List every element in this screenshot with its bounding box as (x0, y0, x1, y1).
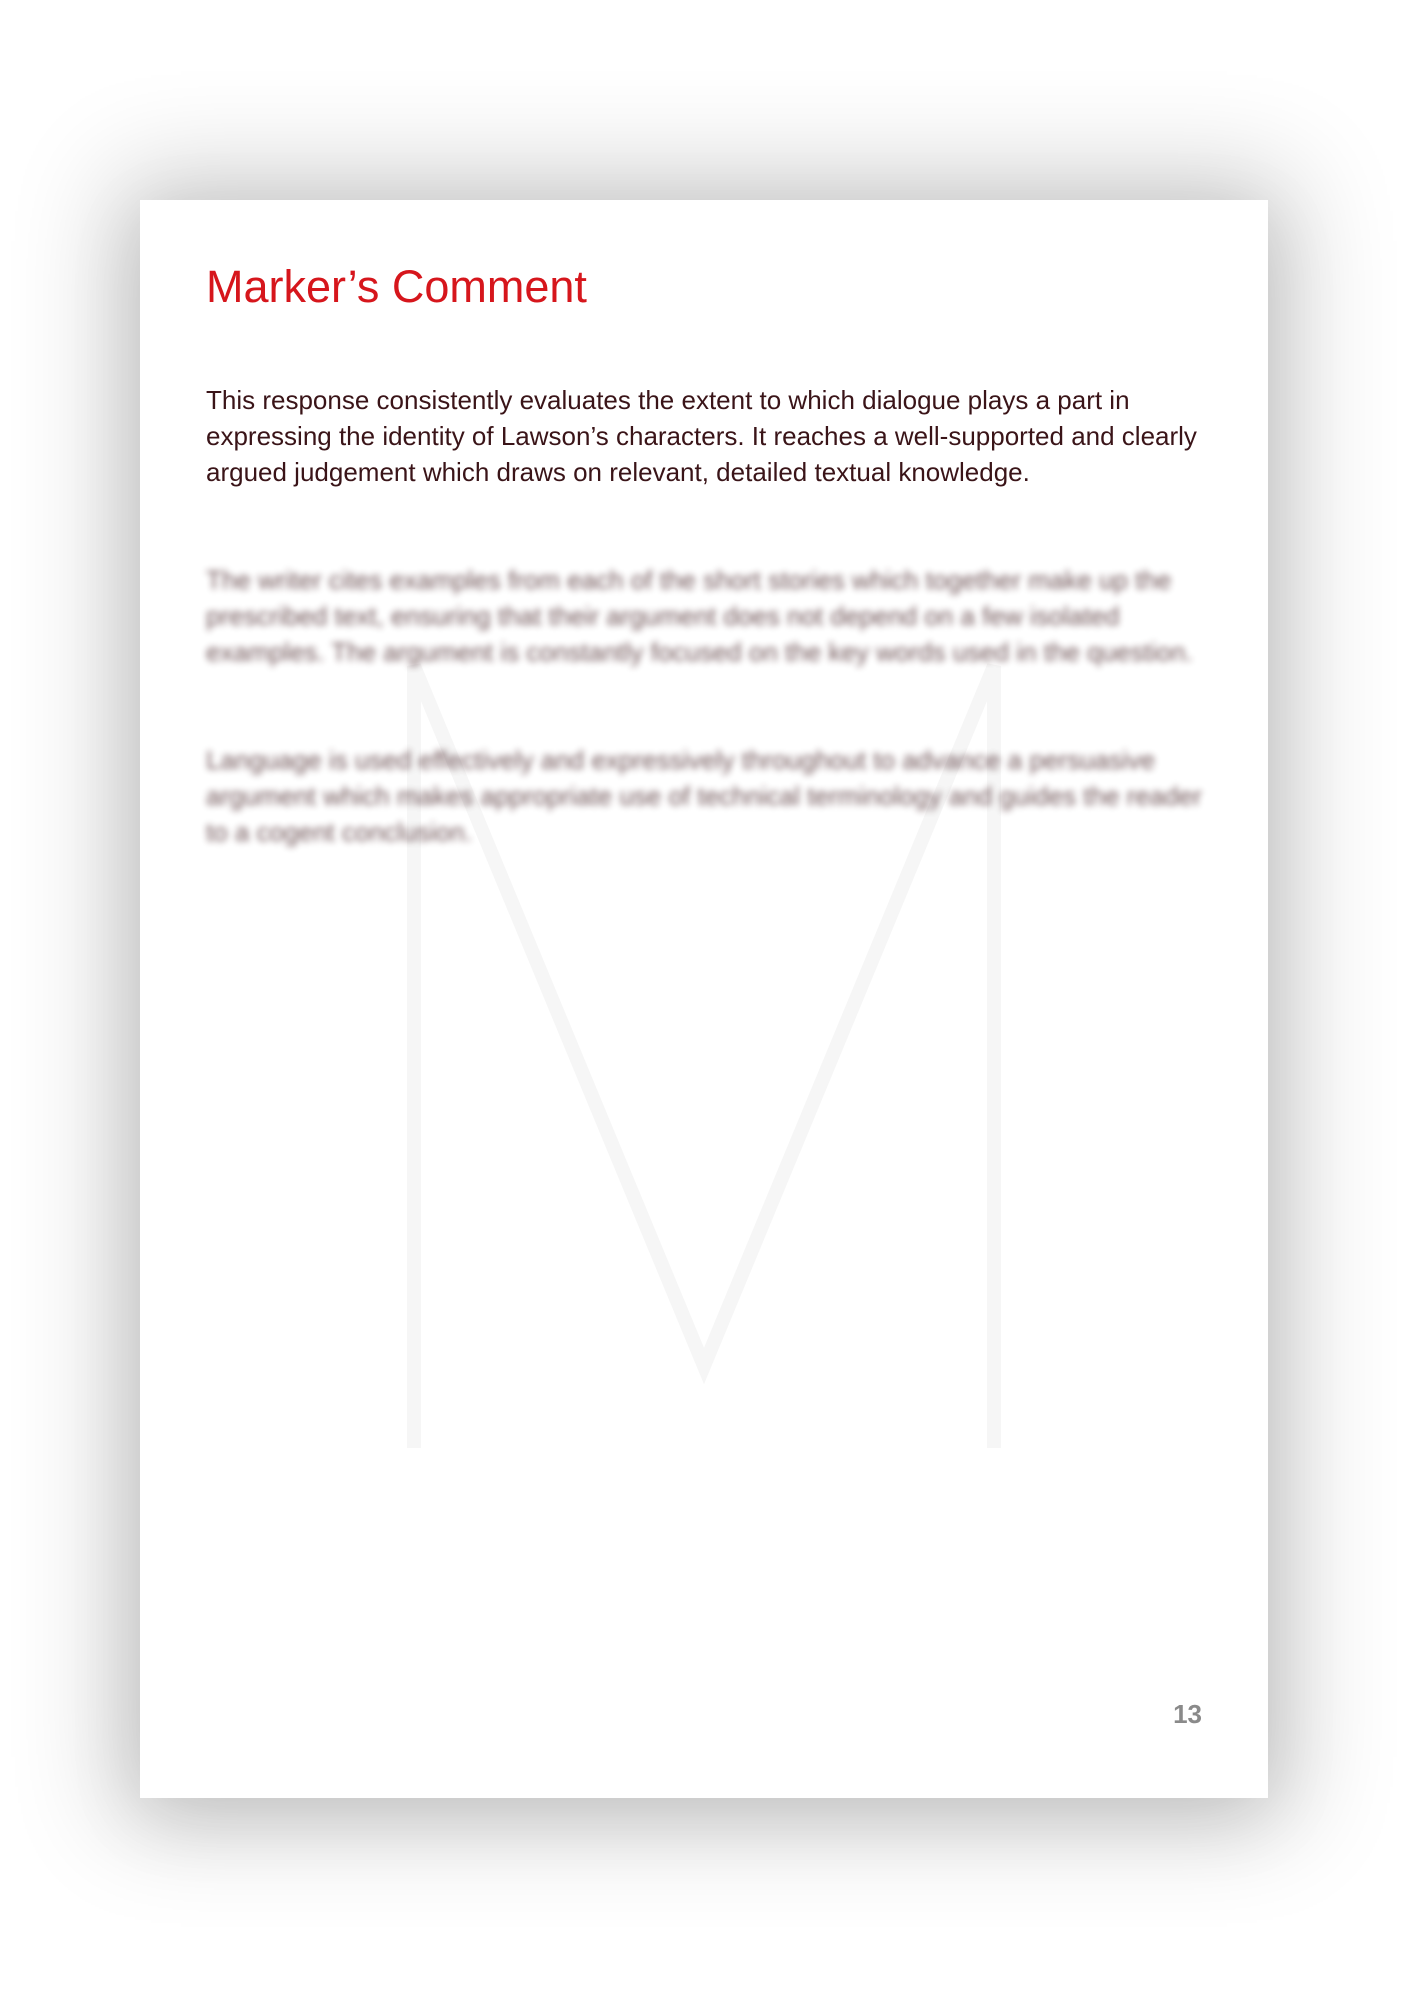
document-page (140, 200, 1268, 1798)
comment-paragraph-2-blurred: The writer cites examples from each of the short stories which together make up the prescribed text, ensuring that their argument does not depend on a few isolated examples. The argument is constantly focused on the key words used in the question. (206, 565, 1193, 667)
page-title: Marker’s Comment (206, 261, 587, 312)
comment-paragraph-1: This response consistently evaluates the extent to which dialogue plays a part in expressing the identity of Lawson’s characters. It reaches a well-supported and clearly argued judgement which draws on relevant, detailed textual knowledge. (206, 385, 1197, 487)
comment-paragraph-3-blurred: Language is used effectively and expressively throughout to advance a persuasive argument which makes appropriate use of technical terminology and guides the reader to a cogent conclusion. (206, 745, 1202, 847)
page-number: 13 (1173, 1699, 1202, 1729)
